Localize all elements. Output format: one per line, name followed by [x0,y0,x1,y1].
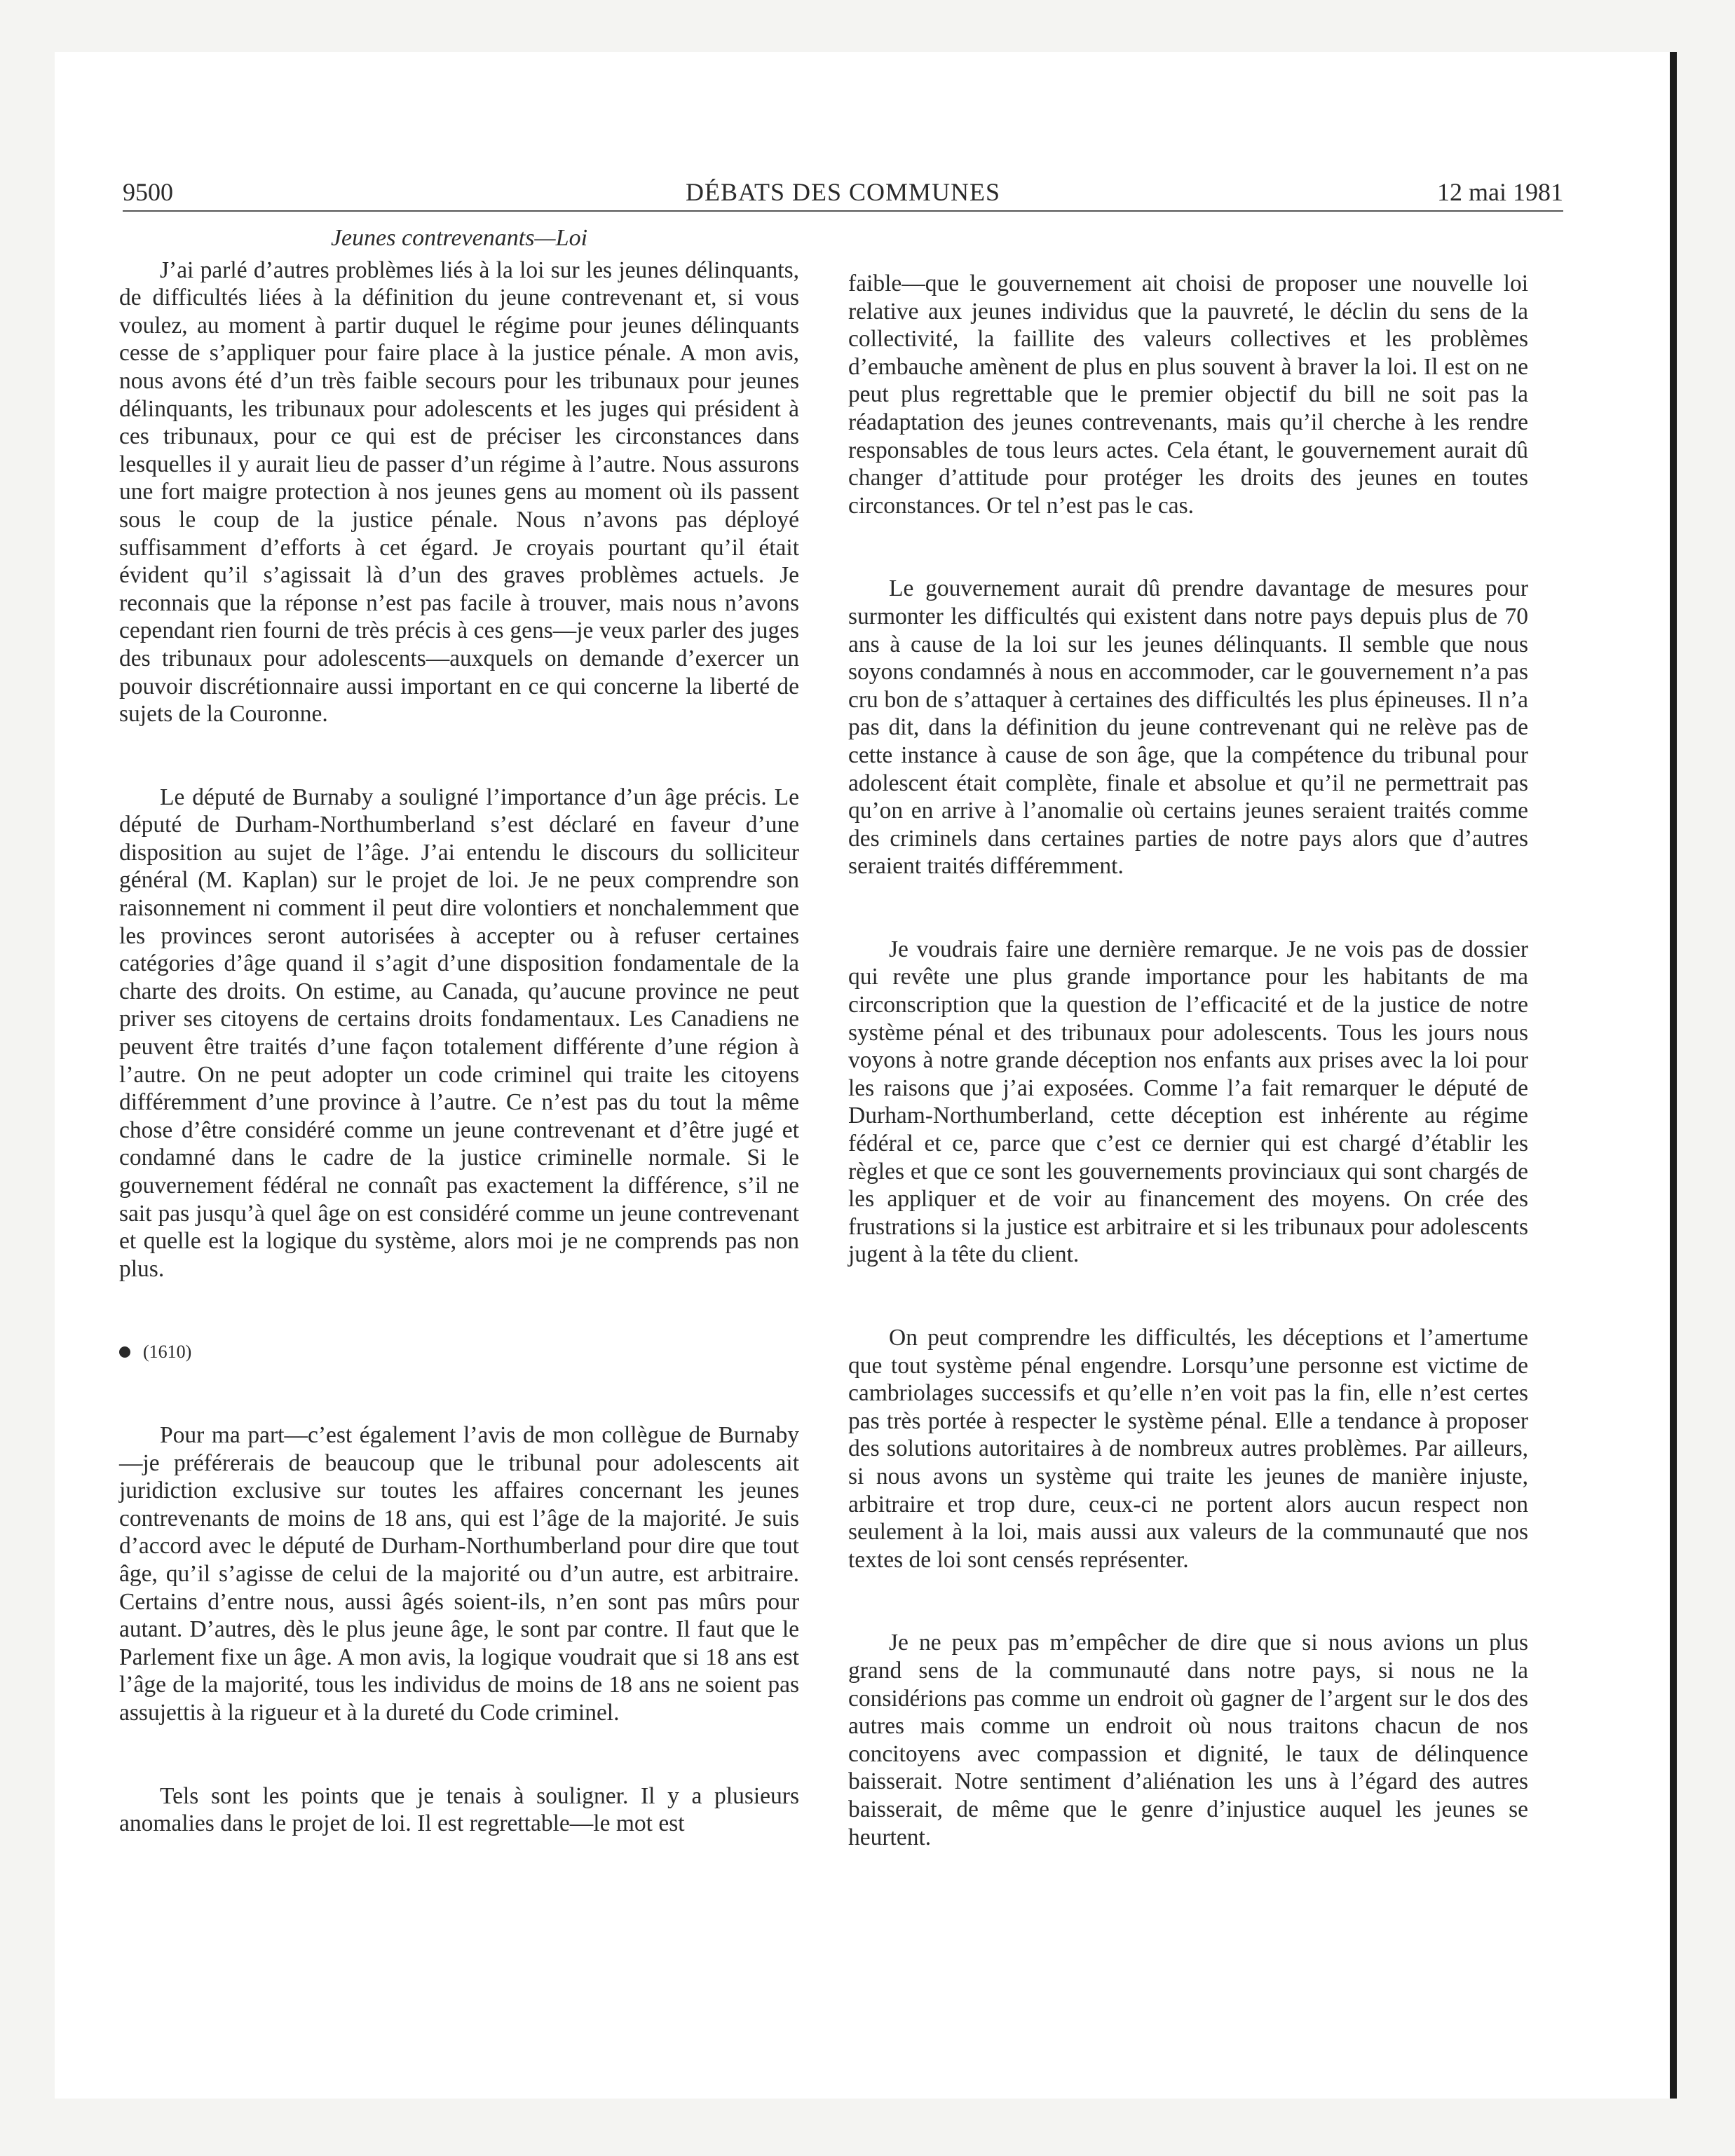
publication-title: DÉBATS DES COMMUNES [685,178,1001,206]
paragraph: Je voudrais faire une dernière remarque. Je ne vois pas de dossier qui revête une plus grande importance pour les habitants de ma circonscription que la question de l’efficacité et de la justice de notre système pénal et des tribunaux pour adolescents. Tous les jours nous voyons à notre grande déception nos enfants aux prises avec la loi pour les raisons que j’ai exposées. Comme l’a fait remarquer le député de Durham-Northumberland, cette déception est inhérente au régime fédéral et ce, parce que c’est ce dernier qui est chargé d’établir les règles et que ce sont les gouvernements provinciaux qui sont chargés de les appliquer et de voir au financement des moyens. On crée des frustrations si la justice est arbitraire et si les tribunaux pour adolescents jugent à la tête du client. [848,936,1528,1268]
subject-heading: Jeunes contrevenants—Loi [330,225,588,251]
paragraph: Pour ma part—c’est également l’avis de mon collègue de Burnaby—je préférerais de beaucoup que le tribunal pour adolescents ait juridiction exclusive sur toutes les affaires concernant les jeunes contrevenants de moins de 18 ans, qui est l’âge de la majorité. Je suis d’accord avec le député de Durham-Northumberland pour dire que tout âge, qu’il s’agisse de celui de la majorité ou d’un autre, est arbitraire. Certains d’entre nous, aussi âgés soient-ils, n’en sont pas mûrs pour autant. D’autres, dès le plus jeune âge, le sont par contre. Il faut que le Parlement fixe un âge. A mon avis, la logique voudrait que si 18 ans est l’âge de la majorité, tous les individus de moins de 18 ans ne soient pas assujettis à la rigueur et à la dureté du Code criminel. [119,1421,799,1726]
paragraph: J’ai parlé d’autres problèmes liés à la loi sur les jeunes délinquants, de difficultés liées à la définition du jeune contrevenant et, si vous voulez, au moment à partir duquel le régime pour jeunes délinquants cesse de s’appliquer pour faire place à la justice pénale. A mon avis, nous avons été d’un très faible secours pour les tribunaux pour jeunes délinquants, les tribunaux pour adolescents et les juges qui président à ces tribunaux, pour ce qui est de préciser les circonstances dans lesquelles il y aurait lieu de passer d’un régime à l’autre. Nous assurons une fort maigre protection à nos jeunes gens au moment où ils passent sous le coup de la justice pénale. Nous n’avons pas déployé suffisamment d’efforts à cet égard. Je croyais pourtant qu’il était évident qu’il s’agissait là d’un des graves problèmes actuels. Je reconnais que la réponse n’est pas facile à trouver, mais nous n’avons cependant rien fourni de très précis à ces gens—je veux parler des juges des tribunaux pour adolescents—auxquels on demande d’exercer un pouvoir discrétionnaire aussi important en ce qui concerne la liberté de sujets de la Couronne. [119,257,799,728]
right-column [848,270,1528,1851]
running-header [123,177,1563,212]
time-marker [119,1338,799,1366]
page-number: 9500 [123,178,173,206]
paragraph: On peut comprendre les difficultés, les déceptions et l’amertume que tout système pénal engendre. Lorsqu’une personne est victime de cambriolages successifs et qu’elle n’en voit pas la fin, elle n’est certes pas très portée à respecter le système pénal. Elle a tendance à proposer des solutions autoritaires à de nombreux autres problèmes. Par ailleurs, si nous avons un système qui traite les jeunes de manière injuste, arbitraire et trop dure, ceux-ci ne portent alors aucun respect non seulement à la loi, mais aussi aux valeurs de la communauté que nos textes de loi sont censés représenter. [848,1325,1528,1573]
scan-edge [1670,52,1677,2099]
publication-date: 12 mai 1981 [1437,178,1563,206]
paragraph: faible—que le gouvernement ait choisi de proposer une nouvelle loi relative aux jeunes individus que la pauvreté, le déclin du sens de la collectivité, la faillite des valeurs collectives et les problèmes d’embauche amènent de plus en plus souvent à braver la loi. Il est on ne peut plus regrettable que le premier objectif du bill ne soit pas la réadaptation des jeunes contrevenants, mais qu’il cherche à les rendre responsables de tous leurs actes. Cela étant, le gouvernement aurait dû changer d’attitude pour protéger les droits des jeunes en toutes circonstances. Or tel n’est pas le cas. [848,271,1528,519]
left-column [119,224,799,1838]
paragraph: Le député de Burnaby a souligné l’importance d’un âge précis. Le député de Durham-Northumberland s’est déclaré en faveur d’une disposition au sujet de l’âge. J’ai entendu le discours du solliciteur général (M. Kaplan) sur le projet de loi. Je ne peux comprendre son raisonnement ni comment il peut dire volontiers et nonchalemment que les provinces seront autorisées à accepter ou à refuser certaines catégories d’âge quand il s’agit d’une disposition fondamentale de la charte des droits. On estime, au Canada, qu’aucune province ne peut priver ses citoyens de certains droits fondamentaux. Les Canadiens ne peuvent être traités d’une façon totalement différente d’une région à l’autre. On ne peut adopter un code criminel qui traite les citoyens différemment d’une province à l’autre. Ce n’est pas du tout la même chose d’être considéré comme un jeune contrevenant et d’être jugé et condamné dans le cadre de la justice criminelle normale. Si le gouvernement fédéral ne connaît pas exactement la différence, s’il ne sait pas jusqu’à quel âge on est considéré comme un jeune contrevenant et quelle est la logique du système, alors moi je ne comprends pas non plus. [119,784,799,1282]
paragraph: Tels sont les points que je tenais à souligner. Il y a plusieurs anomalies dans le projet de loi. Il est regrettable—le mot est [119,1782,799,1837]
bullet-icon [119,1346,130,1358]
time-marker-label: (1610) [143,1342,192,1363]
paragraph: Je ne peux pas m’empêcher de dire que si nous avions un plus grand sens de la communauté dans notre pays, si nous ne la considérions pas comme un endroit où gagner de l’argent sur le dos des autres mais comme un endroit où nous traitons chacun de nos concitoyens avec compassion et dignité, le taux de délinquence baisserait. Notre sentiment d’aliénation les uns à l’égard des autres baisserait, de même que le genre d’injustice auquel les jeunes se heurtent. [848,1630,1528,1850]
paragraph: Le gouvernement aurait dû prendre davantage de mesures pour surmonter les difficultés qui existent dans notre pays depuis plus de 70 ans à cause de la loi sur les jeunes délinquants. Il semble que nous soyons condamnés à nous en accommoder, car le gouvernement n’a pas cru bon de s’attaquer à certaines des difficultés les plus épineuses. Il n’a pas dit, dans la définition du jeune contrevenant qui ne relève pas de cette instance à cause de son âge, que la compétence du tribunal pour adolescent était complète, finale et absolue et qu’il ne permettrait pas qu’on en arrive à l’anomalie où certains jeunes seraient traités comme des criminels dans certaines parties de notre pays alors que d’autres seraient traités différemment. [848,575,1528,880]
